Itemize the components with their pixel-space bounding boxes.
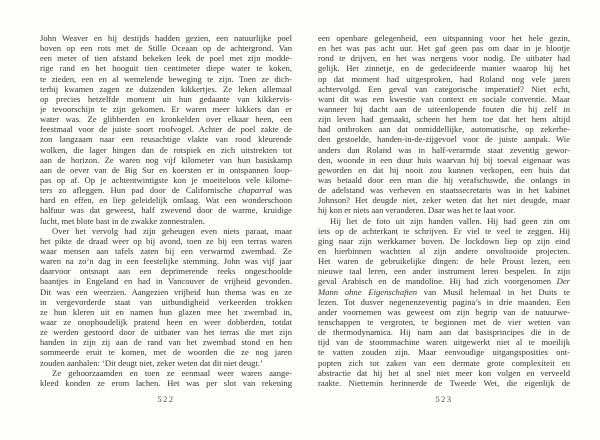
text-line: water was. Ze glibberden en kronkelden over elkaar heen, een — [40, 114, 292, 125]
text-line: ters zo afleggen. Hun pad door de Californische chaparral was — [40, 185, 292, 196]
text-line: kleed konden ze erom lachen. Het was per slot van rekening — [40, 377, 292, 388]
text-line: nieuwe taal leren, een ander instrument leren bespelen. In zijn — [318, 266, 570, 277]
text-line: geval Arabisch en de mandoline. Hij had zich voorgenomen Der — [318, 276, 570, 287]
text-line: een openbare gelegenheid, een uitspanning voor het hele gezin, — [318, 33, 570, 43]
text-line: pas op af. Op je achtentwintigste kon je moeiteloos vele kilome- — [40, 174, 292, 185]
text-line: halfuur was dat geweest, half zwevend door de warme, kruidige — [40, 205, 292, 216]
text-line: Dit was een weerzien. Aangezien vrijheid hun thema was en ze — [40, 286, 292, 297]
text-line: baantjes in Engeland en had in Vancouver de vrijheid gevonden. — [40, 276, 292, 287]
text-line: feestmaal voor de juiste soort roofvogel. Achter de poel zakte de — [40, 124, 292, 135]
text-line: Hij liet de foto uit zijn handen vallen. Hij had geen zin om — [330, 215, 570, 226]
text-line: sommeerde eruit te komen, met de woorden die ze nog jaren — [40, 347, 292, 358]
text-line: wolken, die lager hingen dan de rotspiek en zich uitstrekten tot — [40, 144, 292, 155]
right-page — [318, 33, 570, 404]
text-line: ze hun kleren uit en namen hun glazen mee het zwembad in, — [40, 306, 292, 317]
text-line: de adelstand was verheven en staatssecretaris was in het kabinet — [318, 185, 570, 196]
text-line: boven op een rots met de Stille Oceaan op de achtergrond. Van — [40, 43, 292, 54]
text-line: geworden en dat hij nooit zou kunnen verkopen, een huis dat — [318, 164, 570, 175]
text-line: waar mensen aan tafels zaten bij een verwarmd zwembad. Ze — [40, 245, 292, 256]
text-line: raakte. Niettemin herinnerde de Tweede Wet, die eigenlijk de — [318, 377, 570, 388]
text-line: te vatten zouden zijn. Maar eenvoudige uitgangsposities ont- — [318, 347, 570, 358]
text-line: gelijk. Het zinnetje, en de gedecideerde manier waarop hij het — [318, 63, 570, 74]
text-line: Over het vervolg had zijn geheugen even niets paraat, maar — [52, 225, 292, 236]
left-page-text — [40, 33, 292, 388]
text-line: wanneer hij dacht aan de uiteenlopende fouten die hij zelf in — [318, 103, 570, 114]
text-line: Het waren de gebruikelijke dingen: de hele Proust lezen, een — [318, 256, 570, 267]
text-line: rige rand en het hooguit tien centimeter diepe water te koken, — [40, 63, 292, 74]
text-line: abstractie dat hij het al snel niet meer kon volgen en verveeld — [318, 367, 570, 378]
text-line: op precies hetzelfde moment uit hun gedaante van kikkervis- — [40, 93, 292, 104]
text-line: terbij kwamen zagen ze duizenden kikkertjes. Ze leken allemaal — [40, 83, 292, 94]
left-page — [40, 33, 292, 404]
text-line: zouden aanhalen: ‘Dit deugt niet, zeker weten dat dit niet deugt.’ — [40, 357, 263, 368]
text-line: hij kon er niets aan veranderen. Daar was het te laat voor. — [318, 205, 516, 216]
text-line: handen in zijn zij aan de rand van het zwembad stond en hen — [40, 337, 292, 348]
text-line: aan de oever van de Big Sur en koersten er in ontspannen loop- — [40, 164, 292, 175]
text-line: ze werden gestoord door de uitbater van het terras die met zijn — [40, 327, 292, 338]
text-line: Mann ohne Eigenschaften van Musil helemaal in het Duits te — [318, 286, 570, 297]
text-line: want dit was een kwestie van context en sociale conventie. Maar — [318, 93, 570, 104]
text-line: achtervolgd. Een geval van categorische imperatief? Niet echt, — [318, 83, 570, 94]
text-line: en het was pas acht uur. Het gaf geen pas om daar in je blootje — [318, 43, 570, 54]
text-line: je tevoorschijn te zijn gekomen. Er waren meer kikkers dan er — [40, 103, 292, 114]
text-line: iets op de achterkant te schrijven. Er viel te veel te zeggen. Hij — [318, 225, 570, 236]
text-line: lucht, met blote bast in de zwakke zonnestralen. — [40, 215, 205, 226]
text-line: zon langzaam naar een reusachtige vlakte van rood kleurende — [40, 134, 292, 145]
text-line: popten zich tot zaken van een dermate grote complexiteit en — [318, 357, 570, 368]
text-line: tijd van de stoommachine waren uitgewerkt niet al te moeilijk — [318, 337, 570, 348]
text-line: aan de horizon. Ze waren nog vijf kilometer van hun basiskamp — [40, 154, 292, 165]
text-line: rond te drijven, en het was nergens voor nodig. De uitbater had — [318, 53, 570, 64]
text-line: Johnson? Het deugde niet, zeker weten dat het niet deugde, maar — [318, 195, 570, 206]
text-line: ander voornemen was geweest om zijn begrip van de natuurwe- — [318, 306, 570, 317]
right-page-number: 523 — [435, 394, 453, 404]
left-page-number: 522 — [157, 394, 175, 404]
text-line: Ze gehoorzaamden en toen ze eenmaal weer waren aange- — [52, 367, 292, 378]
text-line: waren na zo’n dag in een feestelijke stemming. John was vijf jaar — [40, 256, 292, 267]
text-line: ging naar zijn werkkamer boven. De lockdown liep op zijn eind — [318, 235, 570, 246]
text-line: hard en effen, en liep geleidelijk omlaag. Wat een wonderschoon — [40, 195, 292, 206]
right-page-text — [318, 33, 570, 388]
text-line: en hierbinnen wachtten al zijn andere onvoltooide projecten. — [318, 245, 570, 256]
text-line: te zieden, een en al wemelende beweging te zijn. Toen ze dich- — [40, 73, 292, 84]
text-line: op dat moment had uitgesproken, had Roland nog vele jaren — [318, 73, 570, 84]
text-line: zijn leven had gemaakt, scheen het hem toe dat het hem altijd — [318, 114, 570, 125]
text-line: tenschappen te vergroten, te beginnen met de vier wetten van — [318, 316, 570, 327]
text-line: waar ze onophoudelijk pratend heen en weer dobberden, totdat — [40, 316, 292, 327]
text-line: de thermodynamica. Hij nam aan dat basisprincipes die in de — [318, 327, 570, 338]
text-line: een meter of tien afstand bekeken leek de poel met zijn modde- — [40, 53, 292, 64]
text-line: John Weaver en hij destijds hadden gezien, een natuurlijke poel — [40, 33, 292, 43]
text-line: in vergevorderde staat van uitbundigheid verkeerden trokken — [40, 296, 292, 307]
text-line: daarvoor ontsnapt aan een deprimerende reeks ongeschoolde — [40, 266, 292, 277]
text-line: was betaald door een man die hij verafschuwde, die onlangs in — [318, 174, 570, 185]
text-line: den gestoelde, handen-in-de-zijgevoel voor de juiste aanpak. Wie — [318, 134, 570, 145]
text-line: den, woonde in een duur huis waarvan hij bij toeval eigenaar was — [318, 154, 570, 165]
text-line: het pikte de draad weer op bij avond, toen ze bij een terras waren — [40, 235, 292, 246]
text-line: had ontbroken aan dat onmiddellijke, automatische, op zekerhe- — [318, 124, 570, 135]
text-line: anders dan Roland was in half-verarmde staat zeventig gewor- — [318, 144, 570, 155]
text-line: lezen. Tot dusver negenenzeventig pagina’s in drie maanden. Een — [318, 296, 570, 307]
